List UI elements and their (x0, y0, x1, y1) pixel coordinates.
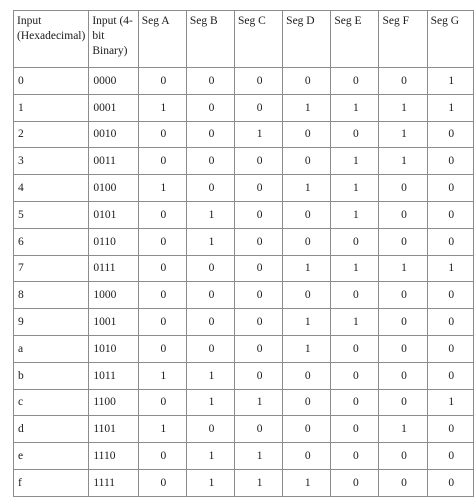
cell-seg-d: 0 (283, 201, 331, 228)
cell-seg-c: 0 (235, 255, 283, 282)
cell-seg-a: 0 (138, 68, 186, 95)
cell-seg-g: 0 (427, 443, 473, 470)
cell-hex: 9 (14, 309, 89, 336)
cell-seg-e: 0 (331, 469, 379, 496)
cell-seg-f: 1 (379, 255, 427, 282)
cell-seg-f: 0 (379, 68, 427, 95)
cell-seg-g: 0 (427, 228, 473, 255)
cell-seg-d: 0 (283, 443, 331, 470)
cell-seg-a: 0 (138, 389, 186, 416)
cell-seg-c: 0 (235, 148, 283, 175)
cell-seg-c: 1 (235, 469, 283, 496)
header-seg-b: Seg B (186, 11, 234, 68)
table-row (14, 255, 474, 282)
cell-hex: 3 (14, 148, 89, 175)
cell-seg-d: 1 (283, 469, 331, 496)
cell-binary: 0111 (89, 255, 138, 282)
cell-hex: 7 (14, 255, 89, 282)
cell-seg-g: 0 (427, 175, 473, 202)
cell-seg-d: 0 (283, 148, 331, 175)
table-row (14, 228, 474, 255)
cell-seg-b: 0 (186, 148, 234, 175)
cell-seg-a: 1 (138, 416, 186, 443)
table-row (14, 469, 474, 496)
cell-binary: 0001 (89, 94, 138, 121)
cell-seg-c: 0 (235, 68, 283, 95)
cell-seg-g: 0 (427, 121, 473, 148)
header-seg-g: Seg G (427, 11, 473, 68)
table-row (14, 416, 474, 443)
cell-seg-f: 0 (379, 335, 427, 362)
cell-hex: 4 (14, 175, 89, 202)
cell-seg-b: 1 (186, 362, 234, 389)
cell-seg-f: 0 (379, 389, 427, 416)
cell-seg-e: 0 (331, 121, 379, 148)
cell-seg-g: 0 (427, 148, 473, 175)
cell-hex: c (14, 389, 89, 416)
header-seg-e: Seg E (331, 11, 379, 68)
cell-seg-c: 1 (235, 443, 283, 470)
cell-seg-f: 0 (379, 175, 427, 202)
cell-seg-c: 0 (235, 362, 283, 389)
cell-binary: 0110 (89, 228, 138, 255)
cell-seg-a: 0 (138, 443, 186, 470)
cell-seg-g: 0 (427, 282, 473, 309)
cell-seg-a: 0 (138, 282, 186, 309)
cell-seg-b: 0 (186, 309, 234, 336)
cell-seg-e: 0 (331, 228, 379, 255)
cell-seg-d: 0 (283, 228, 331, 255)
cell-seg-c: 0 (235, 201, 283, 228)
cell-seg-d: 1 (283, 309, 331, 336)
cell-seg-b: 0 (186, 335, 234, 362)
cell-seg-e: 0 (331, 443, 379, 470)
cell-seg-b: 1 (186, 389, 234, 416)
cell-seg-b: 0 (186, 282, 234, 309)
cell-seg-a: 0 (138, 309, 186, 336)
cell-seg-b: 0 (186, 175, 234, 202)
cell-seg-d: 1 (283, 255, 331, 282)
header-seg-a: Seg A (138, 11, 186, 68)
cell-binary: 0100 (89, 175, 138, 202)
table-row (14, 389, 474, 416)
table-row (14, 94, 474, 121)
table-row (14, 121, 474, 148)
cell-hex: b (14, 362, 89, 389)
cell-seg-e: 1 (331, 255, 379, 282)
table-row (14, 201, 474, 228)
cell-binary: 0000 (89, 68, 138, 95)
cell-hex: 5 (14, 201, 89, 228)
cell-seg-f: 0 (379, 362, 427, 389)
cell-seg-d: 0 (283, 389, 331, 416)
cell-seg-g: 0 (427, 309, 473, 336)
cell-hex: 2 (14, 121, 89, 148)
cell-binary: 0010 (89, 121, 138, 148)
cell-seg-d: 0 (283, 416, 331, 443)
cell-seg-f: 0 (379, 469, 427, 496)
cell-seg-b: 1 (186, 201, 234, 228)
cell-seg-a: 0 (138, 201, 186, 228)
cell-seg-e: 0 (331, 362, 379, 389)
cell-seg-c: 0 (235, 416, 283, 443)
cell-seg-b: 1 (186, 228, 234, 255)
cell-seg-b: 0 (186, 94, 234, 121)
cell-seg-d: 0 (283, 362, 331, 389)
table-row (14, 68, 474, 95)
cell-binary: 1011 (89, 362, 138, 389)
cell-binary: 1100 (89, 389, 138, 416)
cell-seg-c: 1 (235, 389, 283, 416)
cell-seg-b: 0 (186, 255, 234, 282)
table-row (14, 443, 474, 470)
cell-seg-a: 0 (138, 228, 186, 255)
cell-binary: 0101 (89, 201, 138, 228)
cell-seg-d: 1 (283, 175, 331, 202)
cell-binary: 1010 (89, 335, 138, 362)
cell-seg-c: 0 (235, 94, 283, 121)
cell-seg-g: 0 (427, 335, 473, 362)
cell-seg-e: 1 (331, 201, 379, 228)
cell-seg-e: 1 (331, 309, 379, 336)
cell-seg-f: 0 (379, 282, 427, 309)
cell-seg-f: 1 (379, 148, 427, 175)
cell-seg-a: 0 (138, 121, 186, 148)
cell-hex: e (14, 443, 89, 470)
cell-seg-f: 0 (379, 443, 427, 470)
table-row (14, 335, 474, 362)
cell-seg-e: 0 (331, 335, 379, 362)
cell-seg-e: 0 (331, 282, 379, 309)
cell-seg-g: 0 (427, 362, 473, 389)
cell-seg-c: 0 (235, 228, 283, 255)
cell-seg-b: 0 (186, 416, 234, 443)
cell-seg-b: 0 (186, 68, 234, 95)
header-binary: Input (4-bit Binary) (89, 11, 138, 68)
table-row (14, 309, 474, 336)
cell-seg-e: 1 (331, 94, 379, 121)
cell-seg-g: 0 (427, 201, 473, 228)
cell-seg-c: 0 (235, 175, 283, 202)
cell-seg-e: 0 (331, 68, 379, 95)
cell-seg-d: 1 (283, 94, 331, 121)
cell-seg-g: 0 (427, 416, 473, 443)
cell-hex: 6 (14, 228, 89, 255)
cell-seg-d: 0 (283, 121, 331, 148)
cell-seg-g: 0 (427, 469, 473, 496)
cell-seg-f: 1 (379, 416, 427, 443)
cell-seg-f: 0 (379, 228, 427, 255)
cell-hex: 8 (14, 282, 89, 309)
cell-seg-a: 1 (138, 175, 186, 202)
cell-seg-c: 0 (235, 309, 283, 336)
cell-binary: 1001 (89, 309, 138, 336)
table-body (14, 68, 474, 497)
table-row (14, 148, 474, 175)
cell-seg-d: 1 (283, 335, 331, 362)
cell-hex: 0 (14, 68, 89, 95)
cell-seg-e: 1 (331, 175, 379, 202)
cell-seg-e: 0 (331, 389, 379, 416)
cell-hex: d (14, 416, 89, 443)
cell-seg-d: 0 (283, 68, 331, 95)
cell-seg-g: 1 (427, 255, 473, 282)
cell-hex: a (14, 335, 89, 362)
cell-seg-e: 1 (331, 148, 379, 175)
header-row (14, 11, 474, 68)
cell-hex: 1 (14, 94, 89, 121)
cell-binary: 1101 (89, 416, 138, 443)
cell-seg-f: 1 (379, 94, 427, 121)
cell-seg-e: 0 (331, 416, 379, 443)
cell-seg-a: 1 (138, 94, 186, 121)
cell-seg-g: 1 (427, 94, 473, 121)
cell-seg-c: 0 (235, 335, 283, 362)
table-row (14, 362, 474, 389)
truth-table (13, 10, 474, 497)
cell-seg-c: 0 (235, 282, 283, 309)
cell-seg-a: 0 (138, 255, 186, 282)
header-seg-d: Seg D (283, 11, 331, 68)
cell-seg-a: 1 (138, 362, 186, 389)
cell-seg-b: 1 (186, 443, 234, 470)
cell-seg-f: 1 (379, 121, 427, 148)
cell-seg-f: 0 (379, 309, 427, 336)
cell-binary: 1111 (89, 469, 138, 496)
cell-seg-f: 0 (379, 201, 427, 228)
cell-seg-d: 0 (283, 282, 331, 309)
cell-seg-c: 1 (235, 121, 283, 148)
cell-binary: 1000 (89, 282, 138, 309)
cell-seg-a: 0 (138, 335, 186, 362)
cell-seg-b: 1 (186, 469, 234, 496)
cell-seg-b: 0 (186, 121, 234, 148)
cell-hex: f (14, 469, 89, 496)
cell-seg-g: 1 (427, 68, 473, 95)
header-seg-f: Seg F (379, 11, 427, 68)
header-hexadecimal: Input (Hexadecimal) (14, 11, 89, 68)
cell-seg-a: 0 (138, 469, 186, 496)
header-seg-c: Seg C (235, 11, 283, 68)
cell-binary: 1110 (89, 443, 138, 470)
cell-binary: 0011 (89, 148, 138, 175)
cell-seg-a: 0 (138, 148, 186, 175)
table-row (14, 175, 474, 202)
table-row (14, 282, 474, 309)
cell-seg-g: 1 (427, 389, 473, 416)
